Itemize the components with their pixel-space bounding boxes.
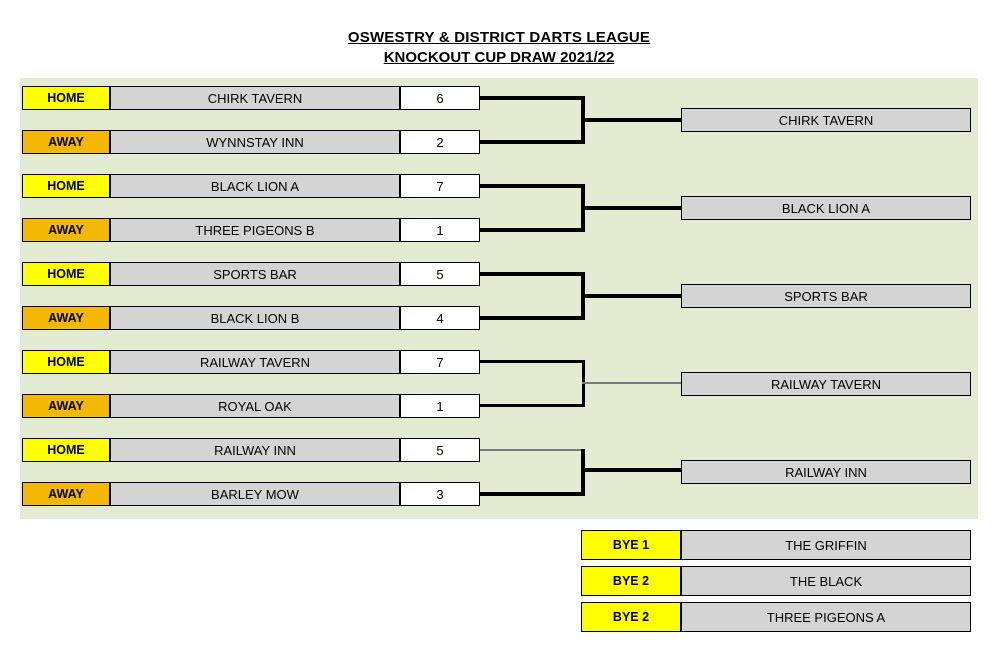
match-2-home-score[interactable]: 7 bbox=[400, 174, 480, 198]
match-3-away-team[interactable]: BLACK LION B bbox=[110, 306, 400, 330]
match-5-away-team[interactable]: BARLEY MOW bbox=[110, 482, 400, 506]
match-3-home-score[interactable]: 5 bbox=[400, 262, 480, 286]
connector-1-out bbox=[581, 118, 686, 122]
round-2-winner-2[interactable]: BLACK LION A bbox=[681, 196, 971, 220]
round-2-winner-4[interactable]: RAILWAY TAVERN bbox=[681, 372, 971, 396]
match-1-away-team[interactable]: WYNNSTAY INN bbox=[110, 130, 400, 154]
connector-5-out bbox=[581, 468, 686, 472]
match-3-home-tag: HOME bbox=[22, 262, 110, 286]
title-line-1: OSWESTRY & DISTRICT DARTS LEAGUE bbox=[347, 29, 651, 46]
bye-3-tag: BYE 2 bbox=[581, 602, 681, 632]
connector-5-bottom bbox=[480, 492, 585, 496]
match-5-away-score[interactable]: 3 bbox=[400, 482, 480, 506]
match-2-home-team[interactable]: BLACK LION A bbox=[110, 174, 400, 198]
match-4-away-score[interactable]: 1 bbox=[400, 394, 480, 418]
match-5-home-tag: HOME bbox=[22, 438, 110, 462]
match-2-away-team[interactable]: THREE PIGEONS B bbox=[110, 218, 400, 242]
match-5-away-tag: AWAY bbox=[22, 482, 110, 506]
connector-4-bottom bbox=[480, 404, 585, 407]
bye-3-team[interactable]: THREE PIGEONS A bbox=[681, 602, 971, 632]
match-2-home-tag: HOME bbox=[22, 174, 110, 198]
connector-2-out bbox=[581, 206, 686, 210]
bye-2-team[interactable]: THE BLACK bbox=[681, 566, 971, 596]
match-3-away-score[interactable]: 4 bbox=[400, 306, 480, 330]
page-title bbox=[0, 28, 998, 68]
match-1-home-tag: HOME bbox=[22, 86, 110, 110]
match-4-home-tag: HOME bbox=[22, 350, 110, 374]
match-4-home-team[interactable]: RAILWAY TAVERN bbox=[110, 350, 400, 374]
match-3-away-tag: AWAY bbox=[22, 306, 110, 330]
bye-2-tag: BYE 2 bbox=[581, 566, 681, 596]
match-2-away-tag: AWAY bbox=[22, 218, 110, 242]
match-4-away-tag: AWAY bbox=[22, 394, 110, 418]
round-2-winner-3[interactable]: SPORTS BAR bbox=[681, 284, 971, 308]
connector-3-out bbox=[581, 294, 686, 298]
connector-3-bottom bbox=[480, 316, 585, 320]
connector-1-top bbox=[480, 96, 585, 100]
match-1-home-team[interactable]: CHIRK TAVERN bbox=[110, 86, 400, 110]
match-4-home-score[interactable]: 7 bbox=[400, 350, 480, 374]
connector-3-top bbox=[480, 272, 585, 276]
bye-1-tag: BYE 1 bbox=[581, 530, 681, 560]
bye-1-team[interactable]: THE GRIFFIN bbox=[681, 530, 971, 560]
match-3-home-team[interactable]: SPORTS BAR bbox=[110, 262, 400, 286]
connector-1-bottom bbox=[480, 140, 585, 144]
match-1-away-tag: AWAY bbox=[22, 130, 110, 154]
match-1-away-score[interactable]: 2 bbox=[400, 130, 480, 154]
connector-2-bottom bbox=[480, 228, 585, 232]
match-2-away-score[interactable]: 1 bbox=[400, 218, 480, 242]
match-1-home-score[interactable]: 6 bbox=[400, 86, 480, 110]
title-line-2: KNOCKOUT CUP DRAW 2021/22 bbox=[383, 49, 615, 66]
round-2-winner-1[interactable]: CHIRK TAVERN bbox=[681, 108, 971, 132]
connector-5-top bbox=[480, 449, 585, 451]
connector-2-top bbox=[480, 184, 585, 188]
round-2-winner-5[interactable]: RAILWAY INN bbox=[681, 460, 971, 484]
connector-4-top bbox=[480, 360, 585, 363]
match-5-home-score[interactable]: 5 bbox=[400, 438, 480, 462]
match-5-home-team[interactable]: RAILWAY INN bbox=[110, 438, 400, 462]
connector-4-out bbox=[582, 382, 686, 384]
match-4-away-team[interactable]: ROYAL OAK bbox=[110, 394, 400, 418]
connector-5-vertical bbox=[581, 449, 585, 496]
